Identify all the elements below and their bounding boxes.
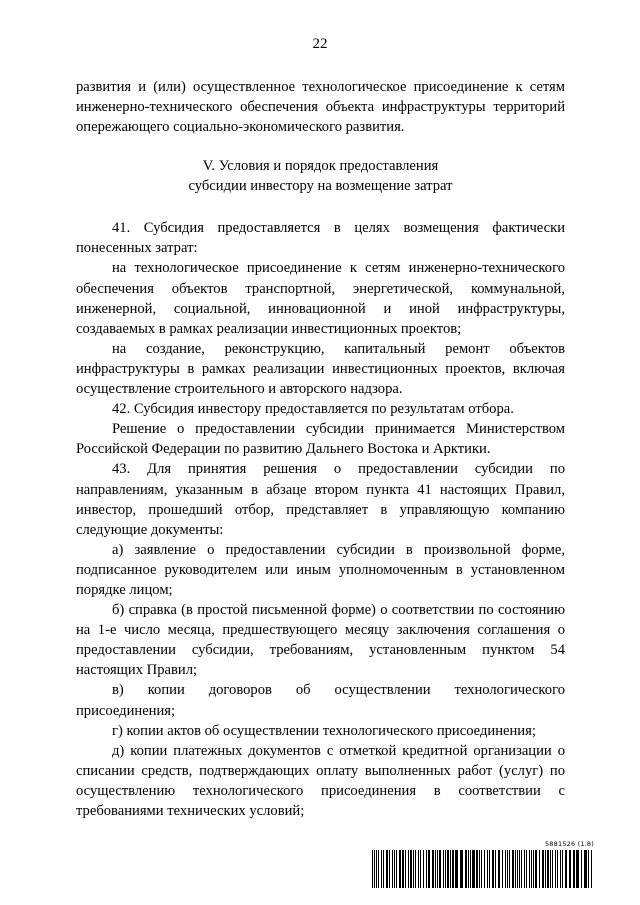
paragraph-43-item-g: г) копии актов об осуществлении технологического присоединения;: [112, 722, 536, 739]
paragraph-42-decision: Решение о предоставлении субсидии принимается Министерством Российской Федерации по развитию Дальнего Востока и Арктики.: [76, 421, 565, 458]
paragraph-43-item-b: б) справка (в простой письменной форме) о соответствии по состоянию на 1-е число месяца, предшествующего месяцу заключения соглашения о предоставлении субсидии, требованиям, установленным пунктом 54 настоящих Правил;: [76, 602, 565, 679]
document-body: [76, 77, 565, 821]
barcode-icon: [372, 850, 594, 888]
section-heading: [76, 157, 565, 196]
section-heading-line-1: V. Условия и порядок предоставления: [202, 158, 439, 175]
paragraph-43-item-v: в) копии договоров об осуществлении технологического присоединения;: [76, 682, 565, 719]
document-id: 5881526 (1.8): [544, 840, 594, 848]
document-footer: [372, 840, 594, 890]
paragraph-43: 43. Для принятия решения о предоставлении субсидии по направлениям, указанным в абзаце втором пункта 41 настоящих Правил, инвестор, прошедший отбор, представляет в управляющую компанию следующие документы:: [76, 461, 565, 538]
intro-paragraph: развития и (или) осуществленное технологическое присоединение к сетям инженерно-технического обеспечения объекта инфраструктуры территорий опережающего социально-экономического развития.: [76, 79, 565, 136]
paragraph-43-item-d: д) копии платежных документов с отметкой кредитной организации о списании средств, подтверждающих оплату выполненных работ (услуг) по осуществлению технологического присоединения в соответствии с требованиями технических условий;: [76, 742, 565, 819]
paragraph-41: 41. Субсидия предоставляется в целях возмещения фактически понесенных затрат:: [76, 220, 565, 257]
page-number: 22: [312, 36, 328, 52]
paragraph-42: 42. Субсидия инвестору предоставляется по результатам отбора.: [112, 401, 514, 418]
paragraph-43-item-a: а) заявление о предоставлении субсидии в произвольной форме, подписанное руководителем или иным уполномоченным в установленном порядке лицом;: [76, 541, 565, 598]
paragraph-41-item-2: на создание, реконструкцию, капитальный ремонт объектов инфраструктуры в рамках реализации инвестиционных проектов, включая осуществление строительного и авторского надзора.: [76, 340, 565, 398]
section-heading-line-2: субсидии инвестору на возмещение затрат: [188, 177, 453, 194]
paragraph-41-item-1: на технологическое присоединение к сетям инженерно-технического обеспечения объектов транспортной, энергетической, коммунальной, инженерной, социальной, инновационной и иной инфраструктуры, создаваемых в рамках реализации инвестиционных проектов;: [76, 260, 565, 337]
